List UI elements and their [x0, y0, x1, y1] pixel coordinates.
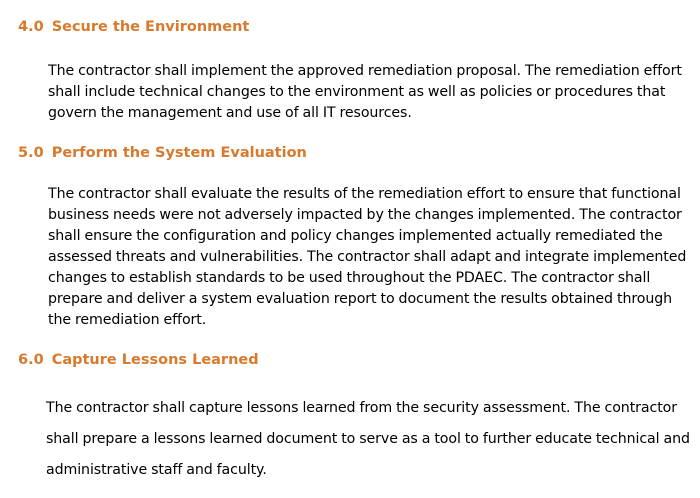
- paragraph-line: prepare and deliver a system evaluation report to document the results obtained through: [48, 291, 673, 307]
- paragraph-line: assessed threats and vulnerabilities. The contractor shall adapt and integrate implemented: [48, 249, 687, 265]
- paragraph-line: changes to establish standards to be used throughout the PDAEC. The contractor shall: [48, 270, 651, 286]
- paragraph-line: The contractor shall evaluate the results of the remediation effort to ensure that functional: [48, 186, 681, 202]
- section-paragraph: [48, 61, 693, 124]
- section-number: 6.0: [18, 352, 44, 368]
- paragraph-line: shall prepare a lessons learned document to serve as a tool to further educate technical and: [46, 431, 690, 447]
- paragraph-line: The contractor shall implement the approved remediation proposal. The remediation effort: [48, 63, 682, 79]
- paragraph-line: business needs were not adversely impacted by the changes implemented. The contractor: [48, 207, 682, 223]
- section-title: Perform the System Evaluation: [51, 145, 307, 161]
- paragraph-line: govern the management and use of all IT resources.: [48, 105, 412, 121]
- paragraph-line: the remediation effort.: [48, 312, 207, 328]
- section-title: Capture Lessons Learned: [51, 352, 259, 368]
- section-number: 4.0: [18, 19, 44, 35]
- section-heading: [18, 144, 307, 162]
- paragraph-line: shall ensure the configuration and policy changes implemented actually remediated the: [48, 228, 663, 244]
- paragraph-line: shall include technical changes to the environment as well as policies or procedures that: [48, 84, 666, 100]
- section-paragraph: [48, 184, 693, 331]
- section-heading: [18, 18, 249, 36]
- section-paragraph: [46, 393, 691, 486]
- paragraph-line: administrative staff and faculty.: [46, 462, 267, 478]
- section-heading: [18, 351, 259, 369]
- section-number: 5.0: [18, 145, 44, 161]
- paragraph-line: The contractor shall capture lessons learned from the security assessment. The contractor: [46, 400, 677, 416]
- section-title: Secure the Environment: [51, 19, 250, 35]
